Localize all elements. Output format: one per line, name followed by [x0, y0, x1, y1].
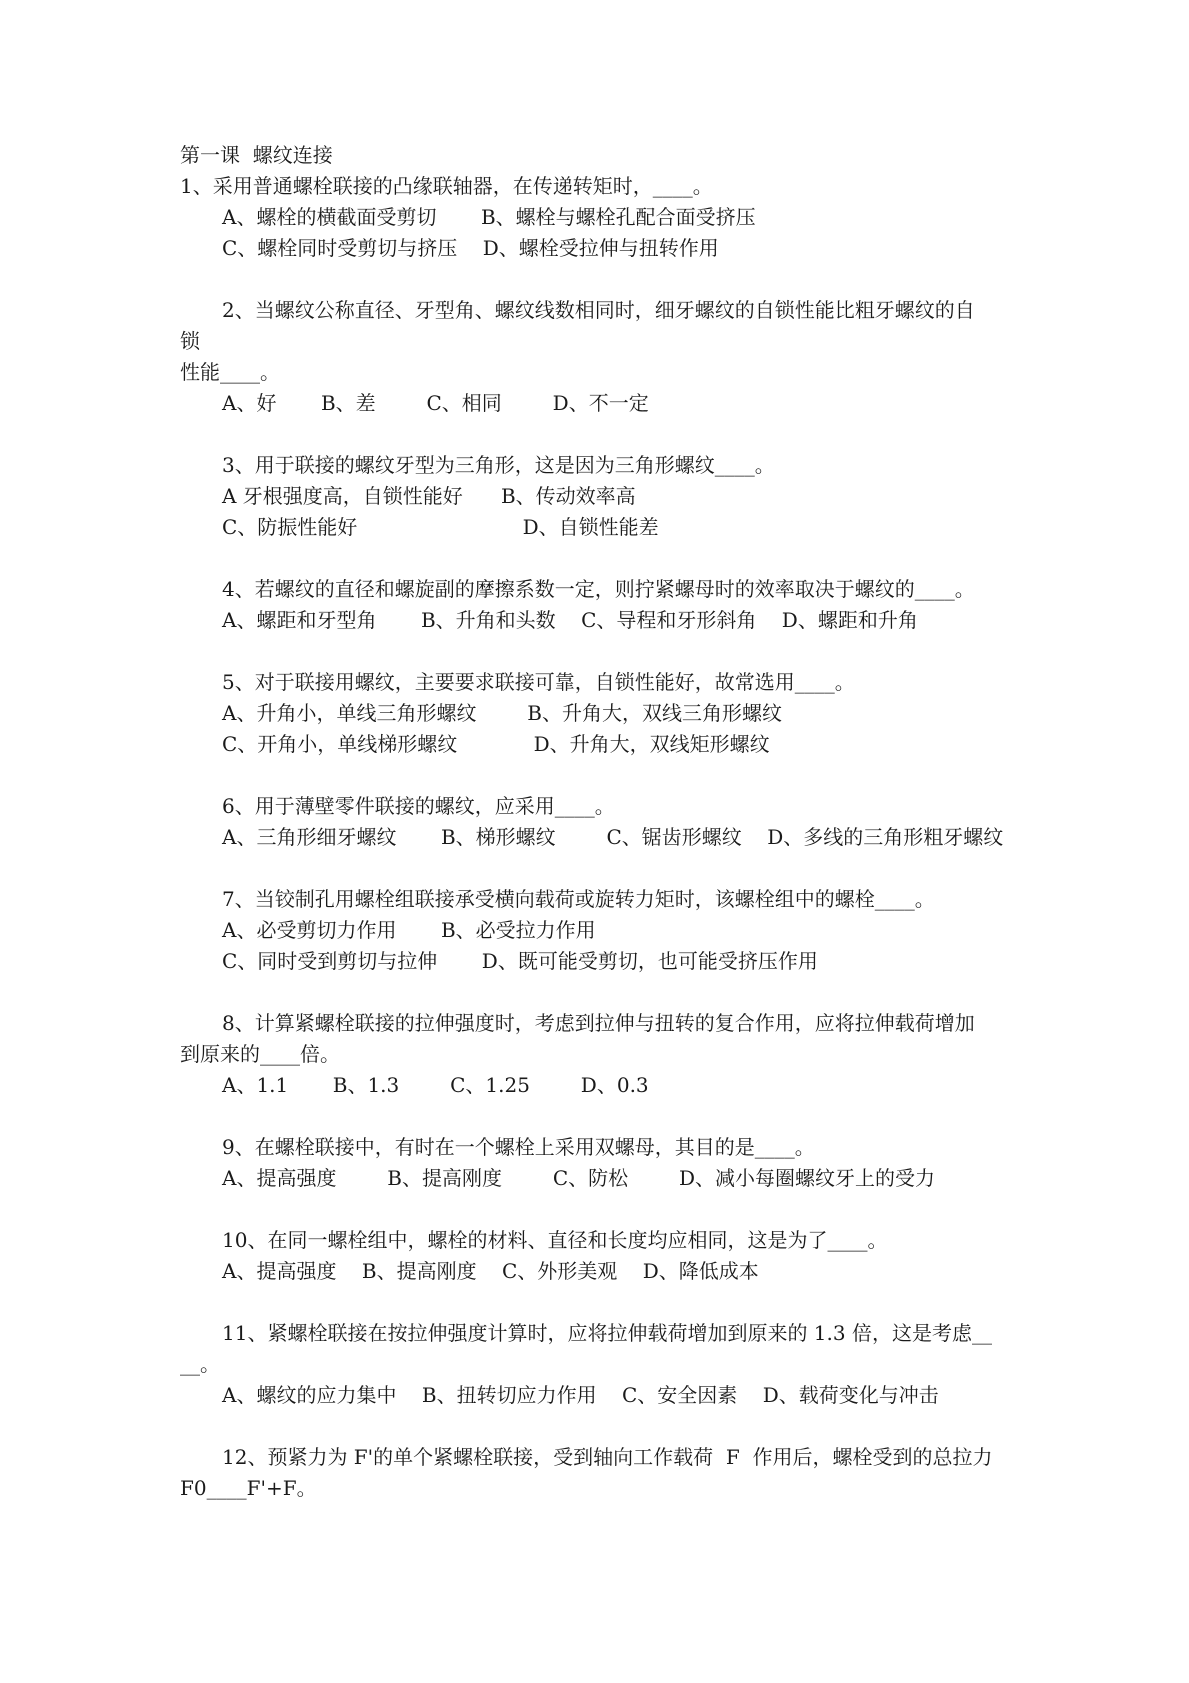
question-text: F0____F'+F。: [180, 1476, 317, 1500]
question-4: [180, 574, 1020, 636]
question-1: [180, 171, 1020, 264]
question-text: 1、采用普通螺栓联接的凸缘联轴器，在传递转矩时，____。: [180, 174, 713, 198]
question-text: 12、预紧力为 F'的单个紧螺栓联接，受到轴向工作载荷 F 作用后，螺栓受到的总拉力: [222, 1445, 993, 1469]
question-text: 2、当螺纹公称直径、牙型角、螺纹线数相同时，细牙螺纹的自锁性能比粗牙螺纹的自: [222, 298, 975, 322]
options-line: A、三角形细牙螺纹 B、梯形螺纹 C、锯齿形螺纹 D、多线的三角形粗牙螺纹: [222, 825, 1004, 849]
question-11: [180, 1318, 1020, 1411]
question-text: 9、在螺栓联接中，有时在一个螺栓上采用双螺母，其目的是____。: [222, 1135, 815, 1159]
question-9: [180, 1132, 1020, 1194]
question-text: 6、用于薄壁零件联接的螺纹，应采用____。: [222, 794, 615, 818]
question-5: [180, 667, 1020, 760]
question-2: [180, 295, 1020, 419]
question-6: [180, 791, 1020, 853]
question-text: 3、用于联接的螺纹牙型为三角形，这是因为三角形螺纹____。: [222, 453, 775, 477]
options-line: C、同时受到剪切与拉伸 D、既可能受剪切，也可能受挤压作用: [222, 949, 818, 973]
document-body: [180, 140, 1020, 1504]
options-line: A、螺纹的应力集中 B、扭转切应力作用 C、安全因素 D、载荷变化与冲击: [222, 1383, 939, 1407]
lesson-title: 第一课 螺纹连接: [180, 143, 333, 167]
options-line: A、升角小，单线三角形螺纹 B、升角大，双线三角形螺纹: [222, 701, 782, 725]
question-text: 7、当铰制孔用螺栓组联接承受横向载荷或旋转力矩时，该螺栓组中的螺栓____。: [222, 887, 935, 911]
question-3: [180, 450, 1020, 543]
options-line: C、螺栓同时受剪切与挤压 D、螺栓受拉伸与扭转作用: [222, 236, 719, 260]
question-text: 11、紧螺栓联接在按拉伸强度计算时，应将拉伸载荷增加到原来的 1.3 倍，这是考虑__: [222, 1321, 992, 1345]
options-line: A 牙根强度高，自锁性能好 B、传动效率高: [222, 484, 636, 508]
question-text: 8、计算紧螺栓联接的拉伸强度时，考虑到拉伸与扭转的复合作用，应将拉伸载荷增加: [222, 1011, 975, 1035]
options-line: C、开角小，单线梯形螺纹 D、升角大，双线矩形螺纹: [222, 732, 770, 756]
question-text: 锁: [180, 329, 200, 353]
question-text: 10、在同一螺栓组中，螺栓的材料、直径和长度均应相同，这是为了____。: [222, 1228, 888, 1252]
question-10: [180, 1225, 1020, 1287]
question-text: 到原来的____倍。: [180, 1042, 340, 1066]
question-7: [180, 884, 1020, 977]
options-line: A、好 B、差 C、相同 D、不一定: [222, 391, 649, 415]
options-line: A、1.1 B、1.3 C、1.25 D、0.3: [222, 1073, 649, 1097]
options-line: A、提高强度 B、提高刚度 C、防松 D、减小每圈螺纹牙上的受力: [222, 1166, 936, 1190]
question-text: 4、若螺纹的直径和螺旋副的摩擦系数一定，则拧紧螺母时的效率取决于螺纹的____。: [222, 577, 975, 601]
options-line: C、防振性能好 D、自锁性能差: [222, 515, 659, 539]
question-text: 性能____。: [180, 360, 280, 384]
options-line: A、螺距和牙型角 B、升角和头数 C、导程和牙形斜角 D、螺距和升角: [222, 608, 918, 632]
options-line: A、提高强度 B、提高刚度 C、外形美观 D、降低成本: [222, 1259, 759, 1283]
question-12: [180, 1442, 1020, 1504]
question-8: [180, 1008, 1020, 1101]
options-line: A、必受剪切力作用 B、必受拉力作用: [222, 918, 596, 942]
options-line: A、螺栓的横截面受剪切 B、螺栓与螺栓孔配合面受挤压: [222, 205, 756, 229]
question-text: 5、对于联接用螺纹，主要要求联接可靠，自锁性能好，故常选用____。: [222, 670, 855, 694]
question-text: __。: [180, 1352, 220, 1376]
